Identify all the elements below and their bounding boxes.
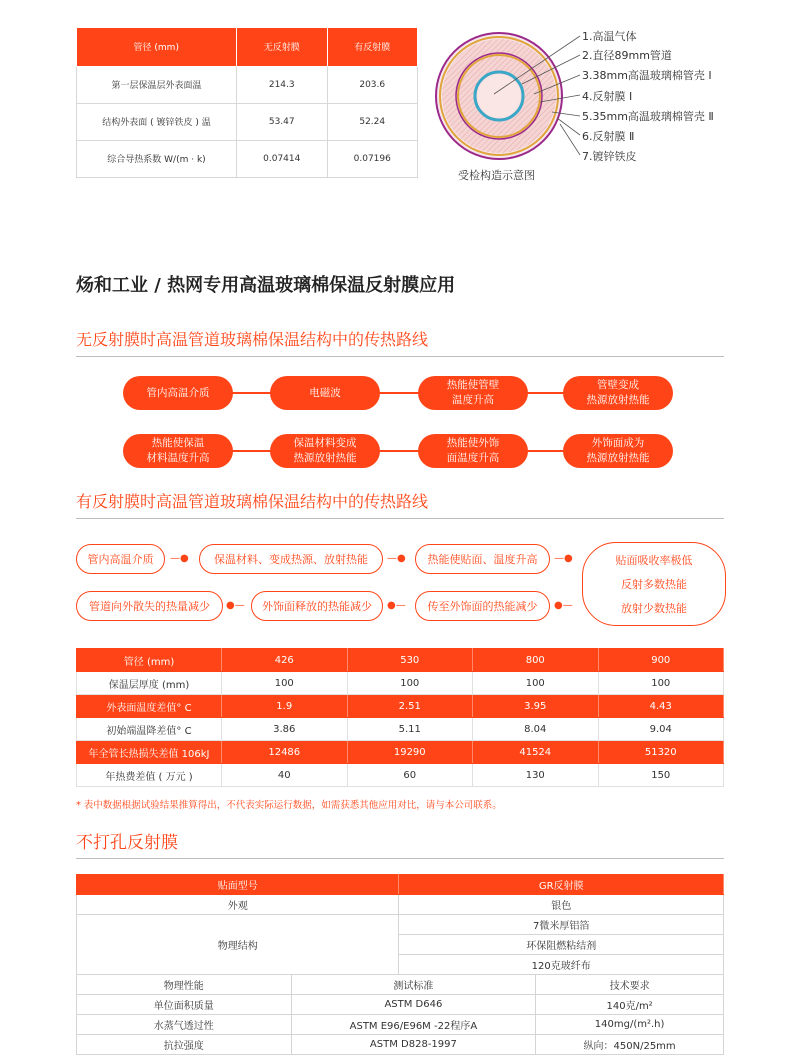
flow-step: 热能使管壁 温度升高 [418,376,528,410]
table-cell: 100 [473,672,599,695]
divider [76,858,724,859]
diagram-label: 1.高温气体 [582,30,637,43]
table-row [77,764,724,787]
table-cell: 100 [598,672,724,695]
table-cell: 214.3 [237,66,328,103]
footnote: * 表中数据根据试验结果推算得出，不代表实际运行数据，如需获悉其他应用对比，请与本公司联系。 [76,800,502,811]
table-cell: ASTM D828-1997 [291,1035,536,1055]
table-row [77,895,724,915]
comparison-table [76,28,418,178]
table-cell: 5.11 [347,718,473,741]
table-cell: 银色 [399,895,724,915]
flow-arrow: ●— [554,600,573,611]
diagram-label: 4.反射膜 Ⅰ [582,90,633,103]
table-cell: 水蒸气透过性 [77,1015,292,1035]
table-cell: 纵向：450N/25mm [536,1035,724,1055]
table-cell: 保温层厚度 (mm) [77,672,222,695]
section-title-no-film: 无反射膜时高温管道玻璃棉保温结构中的传热路线 [76,330,429,349]
comparison-header-cell: 有反射膜 [327,28,418,66]
flow-step: 外饰面释放的热能减少 [251,591,383,621]
reflect-film-effect-box [582,542,726,626]
spec-header-cell: GR反射膜 [399,875,724,895]
table-cell: 1.9 [222,695,348,718]
table-cell: 8.04 [473,718,599,741]
comparison-header-cell: 无反射膜 [237,28,328,66]
table-cell: 2.51 [347,695,473,718]
table-cell: 12486 [222,741,348,764]
savings-data-table [76,648,724,787]
table-row [77,1035,724,1055]
table-cell: 第一层保温层外表面温 [77,66,237,103]
table-cell: 60 [347,764,473,787]
table-row [77,718,724,741]
flow-step: 传至外饰面的热能减少 [415,591,550,621]
table-cell: 19290 [347,741,473,764]
table-cell: 9.04 [598,718,724,741]
table-row [77,66,418,103]
table-cell: 0.07414 [237,140,328,177]
flow-step: 热能使外饰 面温度升高 [418,434,528,468]
table-cell: ASTM E96/E96M -22程序A [291,1015,536,1035]
table-cell: 130 [473,764,599,787]
flow-step: 管内高温介质 [123,376,233,410]
comparison-table-header [77,28,418,66]
table-cell: 52.24 [327,103,418,140]
table-cell: 41524 [473,741,599,764]
flow-step: 管道向外散失的热量减少 [76,591,223,621]
flow-arrow: —● [554,553,573,564]
table-cell: 7微米厚铝箔 [399,915,724,935]
table-cell: 管径 (mm) [77,649,222,672]
table-cell: 4.43 [598,695,724,718]
divider [76,518,724,519]
table-cell: 年全管长热损失差值 106kJ [77,741,222,764]
spec-table [76,874,724,1055]
flow-step: 保温材料、变成热源、放射热能 [199,544,383,574]
table-cell: 3.86 [222,718,348,741]
effect-line: 反射多数热能 [621,578,687,591]
table-cell: 结构外表面 ( 镀锌铁皮 ) 温 [77,103,237,140]
table-cell: 203.6 [327,66,418,103]
table-row [77,672,724,695]
table-cell: 800 [473,649,599,672]
table-cell: 530 [347,649,473,672]
table-cell: 技术要求 [536,975,724,995]
table-cell: 物理性能 [77,975,292,995]
table-cell: 40 [222,764,348,787]
flow-arrow: ●— [387,600,406,611]
table-row [77,975,724,995]
table-cell: 120克玻纤布 [399,955,724,975]
table-cell: 环保阻燃粘结剂 [399,935,724,955]
diagram-label: 7.镀锌铁皮 [582,150,637,163]
section-title-with-film: 有反射膜时高温管道玻璃棉保温结构中的传热路线 [76,492,429,511]
spec-header-row [77,875,724,895]
table-cell: 53.47 [237,103,328,140]
table-cell: 单位面积质量 [77,995,292,1015]
page-title: 炀和工业 / 热网专用高温玻璃棉保温反射膜应用 [76,275,456,296]
pipe-structure-diagram [430,22,760,187]
effect-line: 放射少数热能 [621,602,687,615]
table-cell: 426 [222,649,348,672]
flow-step: 管壁变成 热源放射热能 [563,376,673,410]
table-cell: 外表面温度差值° C [77,695,222,718]
table-row [77,741,724,764]
table-cell: 初始端温降差值° C [77,718,222,741]
table-row [77,103,418,140]
flow-step: 管内高温介质 [76,544,165,574]
table-cell: ASTM D646 [291,995,536,1015]
table-cell: 140克/m² [536,995,724,1015]
table-cell: 物理结构 [77,915,399,975]
table-cell: 100 [222,672,348,695]
table-row [77,649,724,672]
table-cell: 抗拉强度 [77,1035,292,1055]
flow-arrow: —● [170,553,189,564]
table-cell: 测试标准 [291,975,536,995]
effect-line: 贴面吸收率极低 [615,554,693,567]
table-cell: 150 [598,764,724,787]
divider [76,356,724,357]
diagram-label: 6.反射膜 Ⅱ [582,130,635,143]
table-row [77,915,724,935]
diagram-label: 2.直径89mm管道 [582,49,672,62]
flow-arrow: —● [387,553,406,564]
comparison-header-cell: 管径 (mm) [77,28,237,66]
table-row [77,695,724,718]
flow-step: 热能使保温 材料温度升高 [123,434,233,468]
table-cell: 900 [598,649,724,672]
diagram-label: 3.38mm高温玻璃棉管壳 Ⅰ [582,69,712,82]
table-row [77,995,724,1015]
diagram-label: 5.35mm高温玻璃棉管壳 Ⅱ [582,110,714,123]
flow-step: 外饰面成为 热源放射热能 [563,434,673,468]
table-cell: 3.95 [473,695,599,718]
flow-step: 电磁波 [270,376,380,410]
flow-step: 热能使贴面、温度升高 [415,544,550,574]
table-cell: 综合导热系数 W/(m · k) [77,140,237,177]
table-cell: 140mg/(m².h) [536,1015,724,1035]
table-cell: 100 [347,672,473,695]
diagram-caption: 受检构造示意图 [458,169,535,182]
section-title-non-perforated: 不打孔反射膜 [76,833,178,853]
table-row [77,1015,724,1035]
table-row [77,140,418,177]
table-cell: 0.07196 [327,140,418,177]
flow-step: 保温材料变成 热源放射热能 [270,434,380,468]
spec-header-cell: 贴面型号 [77,875,399,895]
table-cell: 外观 [77,895,399,915]
flow-arrow: ●— [226,600,245,611]
table-cell: 年热费差值 ( 万元 ) [77,764,222,787]
table-cell: 51320 [598,741,724,764]
